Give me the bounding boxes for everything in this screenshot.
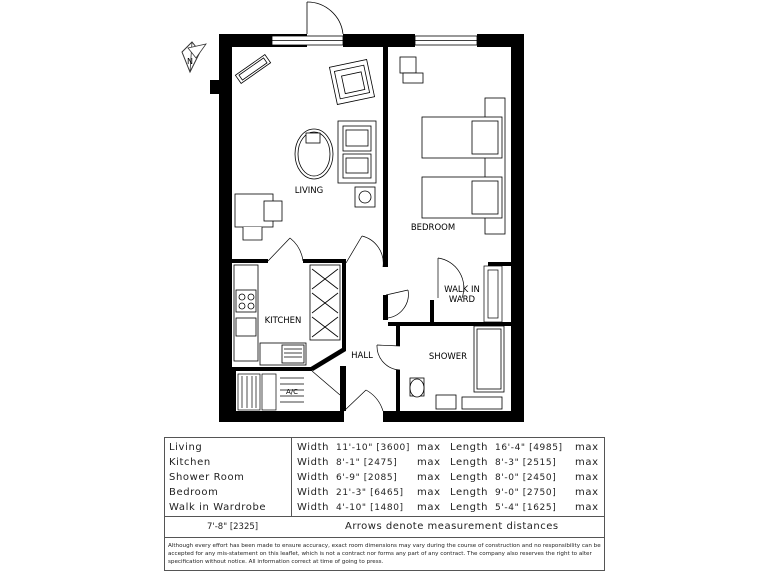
width-value: 8'-1" [2475]: [336, 458, 398, 468]
width-value: 6'-9" [2085]: [336, 473, 398, 483]
width-label: Width: [297, 487, 330, 498]
width-label: Width: [297, 457, 330, 468]
table-divider: [165, 537, 604, 538]
wardrobe-rails: [484, 266, 502, 322]
width-max: max: [417, 442, 441, 453]
room-name: Kitchen: [169, 457, 211, 468]
north-arrow-icon: [182, 42, 206, 72]
north-label: N: [187, 57, 193, 66]
room-name: Walk in Wardrobe: [169, 502, 267, 513]
width-max: max: [417, 502, 441, 513]
room-label-kitchen: KITCHEN: [264, 316, 302, 326]
width-value: 4'-10" [1480]: [336, 503, 404, 513]
room-label-bedroom: BEDROOM: [410, 223, 456, 233]
length-value: 8'-0" [2450]: [495, 473, 557, 483]
room-label-ac: A/C: [285, 388, 299, 396]
room-label-hall: HALL: [351, 351, 373, 361]
room-name: Living: [169, 442, 203, 453]
room-label-shower: SHOWER: [428, 352, 468, 362]
width-label: Width: [297, 472, 330, 483]
room-label-living: LIVING: [294, 186, 324, 196]
width-max: max: [417, 457, 441, 468]
length-value: 16'-4" [4985]: [495, 443, 563, 453]
length-value: 8'-3" [2515]: [495, 458, 557, 468]
length-max: max: [575, 457, 599, 468]
length-label: Length: [450, 442, 489, 453]
disclaimer-text: Although every effort has been made to ensure accuracy, exact room dimensions may vary during the course of construction and no responsibility can be accepted for any mis-statement on this leaflet, which is not a contract nor forms any part of any contract. The company also reserves the right to alter specification without notice. All information correct at time of going to press.: [168, 543, 601, 565]
length-max: max: [575, 502, 599, 513]
length-label: Length: [450, 487, 489, 498]
room-dimensions-table: [164, 437, 605, 571]
width-max: max: [417, 487, 441, 498]
width-value: 21'-3" [6465]: [336, 488, 404, 498]
width-value: 11'-10" [3600]: [336, 443, 410, 453]
length-label: Length: [450, 472, 489, 483]
table-divider: [165, 516, 604, 517]
room-name: Shower Room: [169, 472, 245, 483]
bedroom-furniture: [400, 57, 505, 234]
arrows-note: Arrows denote measurement distances: [345, 521, 559, 532]
room-label-ward: WARD: [448, 295, 476, 305]
room-name: Bedroom: [169, 487, 219, 498]
length-max: max: [575, 487, 599, 498]
length-value: 9'-0" [2750]: [495, 488, 557, 498]
living-furniture: [235, 55, 376, 240]
dimension-row: [165, 455, 604, 470]
overall-dimension: 7'-8" [2325]: [207, 522, 259, 532]
dimension-row: [165, 470, 604, 485]
dimension-row: [165, 440, 604, 455]
width-max: max: [417, 472, 441, 483]
dimension-row: [165, 500, 604, 515]
length-max: max: [575, 472, 599, 483]
shower-fittings: [410, 326, 504, 409]
width-label: Width: [297, 442, 330, 453]
length-label: Length: [450, 502, 489, 513]
entrance-door: [307, 2, 343, 34]
dimension-row: [165, 485, 604, 500]
length-value: 5'-4" [1625]: [495, 503, 557, 513]
room-label-walk-in: WALK IN: [444, 285, 480, 295]
kitchen-units: [234, 265, 340, 365]
length-label: Length: [450, 457, 489, 468]
width-label: Width: [297, 502, 330, 513]
length-max: max: [575, 442, 599, 453]
